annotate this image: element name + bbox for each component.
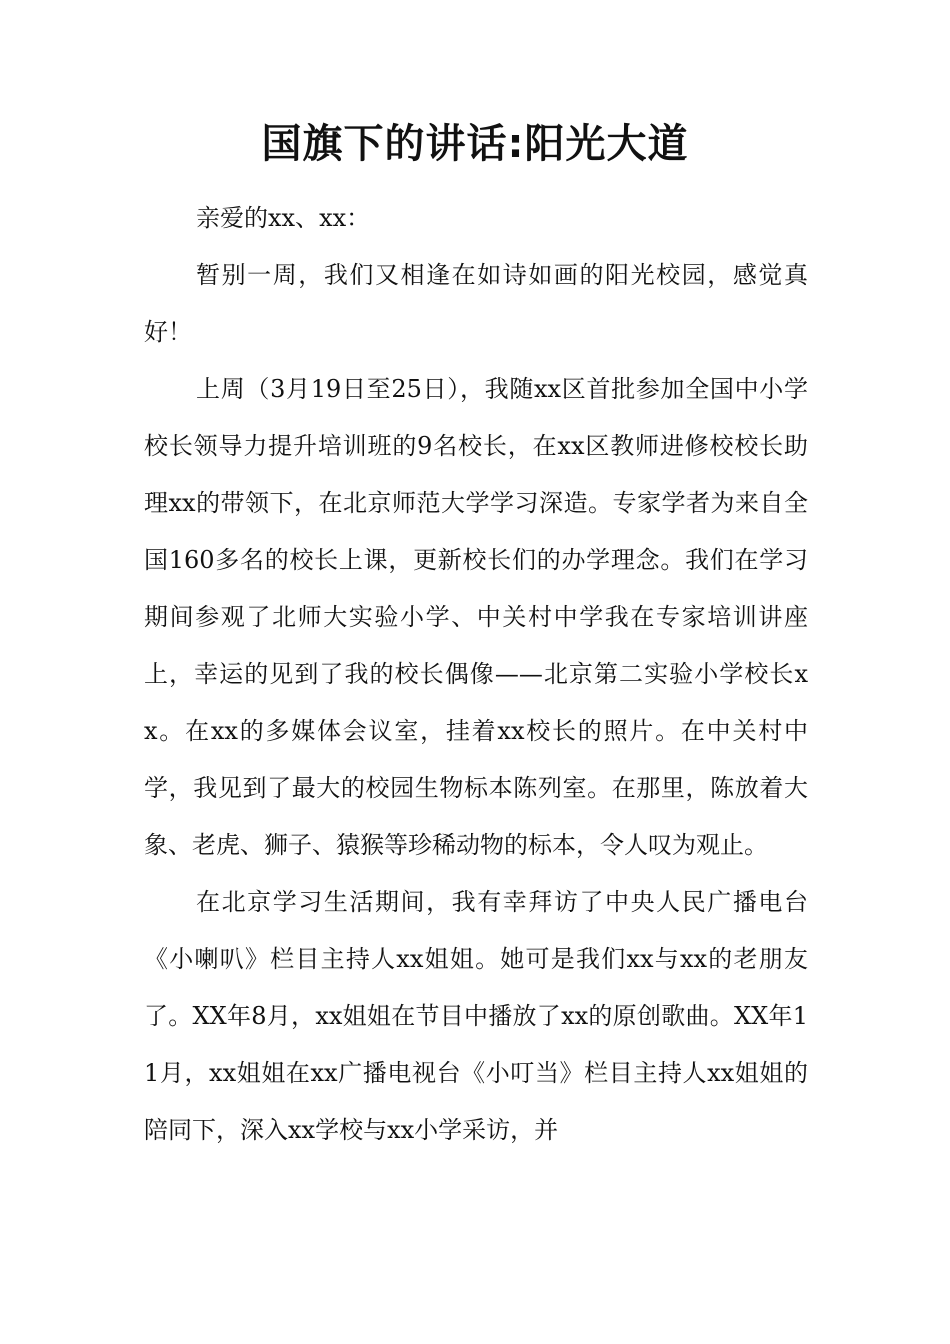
paragraph-3: 在北京学习生活期间，我有幸拜访了中央人民广播电台《小喇叭》栏目主持人xx姐姐。她可是我们xx与xx的老朋友了。XX年8月，xx姐姐在节目中播放了xx的原创歌曲。XX年11月，xx姐姐在xx广播电视台《小叮当》栏目主持人xx姐姐的陪同下，深入xx学校与xx小学采访，并 [144, 888, 808, 1144]
paragraph-2: 上周（3月19日至25日），我随xx区首批参加全国中小学校长领导力提升培训班的9名校长，在xx区教师进修校校长助理xx的带领下，在北京师范大学学习深造。专家学者为来自全国160多名的校长上课，更新校长们的办学理念。我们在学习期间参观了北师大实验小学、中关村中学我在专家培训讲座上，幸运的见到了我的校长偶像——北京第二实验小学校长xx。在xx的多媒体会议室，挂着xx校长的照片。在中关村中学，我见到了最大的校园生物标本陈列室。在那里，陈放着大象、老虎、狮子、猿猴等珍稀动物的标本，令人叹为观止。 [144, 375, 808, 859]
salutation: 亲爱的xx、xx： [196, 204, 371, 232]
paragraph-1: 暂别一周，我们又相逢在如诗如画的阳光校园，感觉真好！ [144, 261, 808, 346]
document-title: 国旗下的讲话:阳光大道 [261, 121, 689, 167]
document-body [144, 190, 808, 1159]
